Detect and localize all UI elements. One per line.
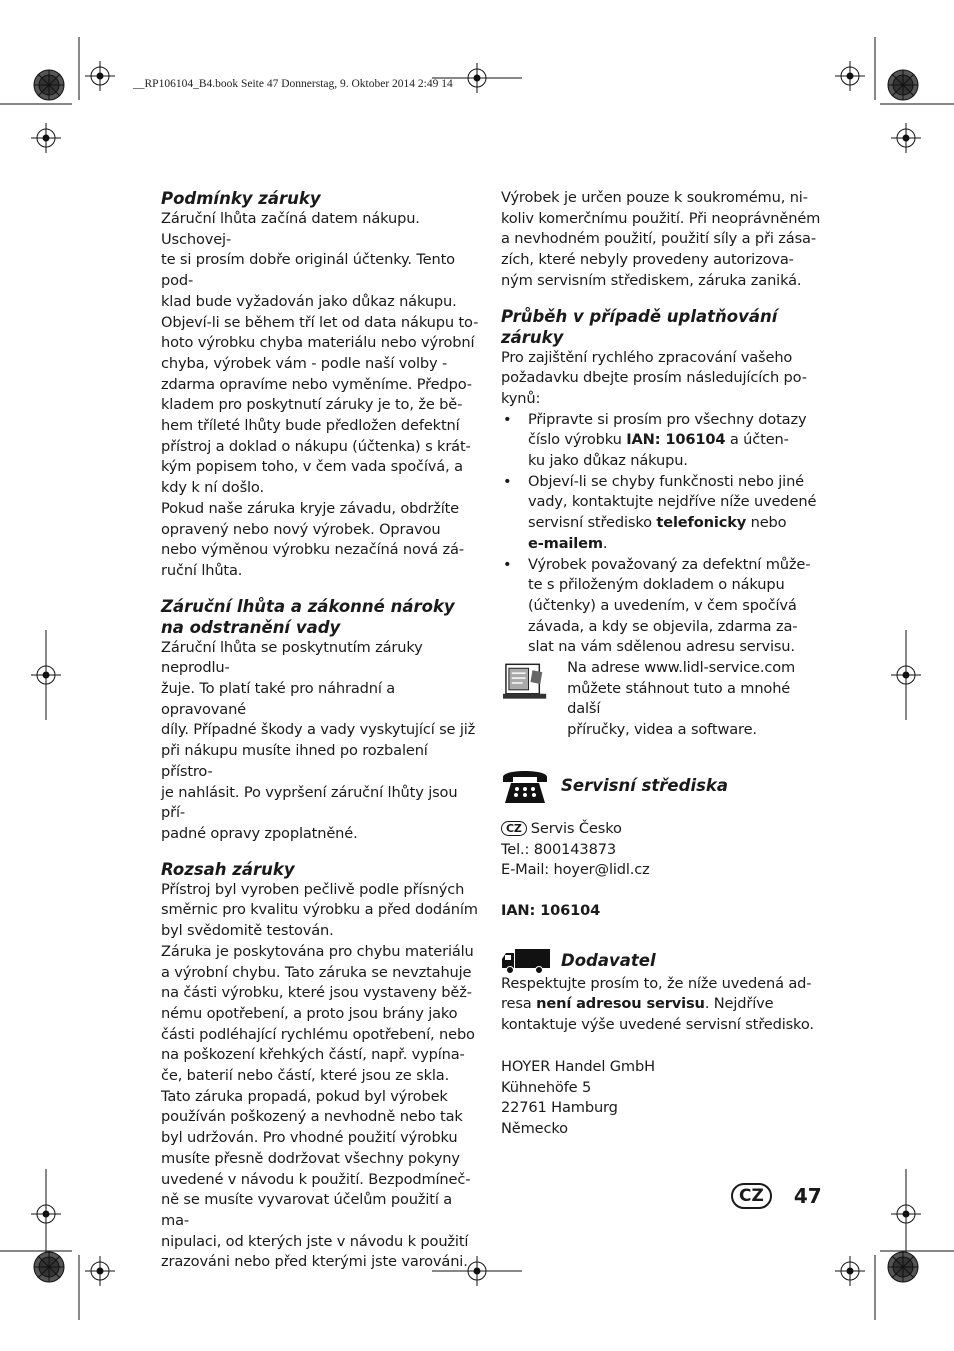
text-line: můžete stáhnout tuto a mnohé další: [567, 679, 791, 718]
text-line: používán poškozený a nevhodně nebo tak: [161, 1108, 463, 1126]
text-line: Výrobek považovaný za defektní může-: [528, 555, 811, 573]
supplier-text: [501, 974, 823, 1036]
text-line: požadavku dbejte prosím následujících po-: [501, 369, 807, 387]
text-line: Přístroj byl vyroben pečlivě podle přísných: [161, 880, 465, 898]
text-line: musíte přesně dodržovat všechny pokyny: [161, 1149, 460, 1167]
text-line: a výrobní chybu. Tato záruka se nevztahuje: [161, 963, 472, 981]
text-line: Pro zajištění rychlého zpracování vašeho: [501, 348, 793, 366]
text-line: padné opravy zpoplatněné.: [161, 824, 358, 842]
heading-warranty-conditions: Podmínky záruky: [161, 189, 321, 208]
text-line: ným servisním střediskem, záruka zaniká.: [501, 271, 802, 289]
country-badge: CZ: [731, 1183, 772, 1209]
warranty-conditions-text: [161, 209, 483, 582]
heading-legal-claims: Záruční lhůta a zákonné nároky: [161, 596, 455, 616]
text-line: klad bude vyžadován jako důkaz nákupu.: [161, 292, 457, 310]
service-phone: Tel.: 800143873: [501, 840, 616, 858]
print-header: __RP106104_B4.book Seite 47 Donnerstag, 9. Oktober 2014 2:49 14: [133, 78, 453, 90]
text-line: Záruka je poskytována pro chybu materiálu: [161, 942, 474, 960]
heading-supplier: Dodavatel: [561, 951, 656, 971]
address-line: HOYER Handel GmbH: [501, 1057, 655, 1075]
text-line: hoto výrobku chyba materiálu nebo výrobní: [161, 334, 475, 352]
text-line: a účten-: [725, 431, 789, 449]
text-line: resa: [501, 995, 537, 1013]
text-line: na části výrobku, které jsou vystaveny běž-: [161, 984, 472, 1002]
text-line: zdarma opravíme nebo vyměníme. Předpo-: [161, 375, 472, 393]
text-line: .: [602, 534, 608, 552]
text-line: zích, které nebyly provedeny autorizova-: [501, 251, 794, 269]
text-line: kým popisem toho, v čem vada spočívá, a: [161, 458, 463, 476]
web-download-note: [501, 658, 823, 741]
warranty-scope-text: [161, 880, 483, 1273]
telephone-icon: [501, 767, 549, 805]
text-line: vady, kontaktujte nejdříve níže uvedené: [528, 493, 817, 511]
ian-label: IAN: 106104: [501, 901, 601, 919]
text-line: žuje. To platí také pro náhradní a opravované: [161, 680, 396, 718]
text-line: uvedené v návodu k použití. Bezpodmíneč-: [161, 1170, 471, 1188]
legal-claims-text: [161, 638, 483, 845]
page-number: 47: [793, 1184, 822, 1208]
service-heading-row: [501, 767, 823, 805]
text-line: ku jako důkaz nákupu.: [528, 452, 688, 470]
supplier-address: [501, 1057, 823, 1140]
text-line: Záruční lhůta začíná datem nákupu. Uschovej-: [161, 210, 420, 248]
text-line: . Nejdříve: [704, 995, 774, 1013]
text-line: Výrobek je určen pouze k soukromému, ni-: [501, 189, 808, 206]
list-item: [501, 410, 823, 472]
text-line: Objeví-li se během tří let od data nákupu to-: [161, 313, 479, 331]
text-line: a nevhodném použití, použití síly a při zása-: [501, 230, 816, 248]
text-line: kynů:: [501, 389, 541, 407]
ian-number: IAN: 106104: [626, 431, 726, 449]
text-line: kdy k ní došlo.: [161, 479, 264, 497]
address-line: 22761 Hamburg: [501, 1099, 618, 1117]
emphasis-phone: telefonicky: [656, 514, 747, 532]
text-line: kladem pro poskytnutí záruky je to, že bě-: [161, 396, 463, 414]
text-line: přístroj a doklad o nákupu (účtenka) s krát-: [161, 437, 471, 455]
text-line: Respektujte prosím to, že níže uvedená ad-: [501, 974, 812, 992]
text-line: Připravte si prosím pro všechny dotazy: [528, 410, 807, 428]
text-line: nebo výměnou výrobku nezačíná nová zá-: [161, 541, 464, 559]
text-line: je nahlásit. Po vypršení záruční lhůty jsou pří-: [161, 783, 458, 822]
text-line: Na adrese www.lidl-service.com: [567, 659, 796, 677]
heading-claim-procedure-cont: záruky: [501, 327, 564, 347]
address-line: Německo: [501, 1119, 568, 1137]
heading-warranty-scope: Rozsah záruky: [161, 859, 295, 879]
text-line: při nákupu musíte ihned po rozbalení přístro-: [161, 742, 428, 780]
text-line: Pokud naše záruka kryje závadu, obdržíte: [161, 499, 460, 517]
intended-use-text: [501, 188, 823, 292]
text-line: části podléhající rychlému opotřebení, nebo: [161, 1025, 475, 1043]
text-line: [501, 994, 823, 1015]
text-line: Tato záruka propadá, pokud byl výrobek: [161, 1087, 448, 1105]
heading-legal-claims-cont: na odstranění vady: [161, 617, 341, 637]
text-line: byl udržován. Pro vhodné použití výrobku: [161, 1129, 458, 1147]
emphasis-not-service: není adresou servisu: [536, 995, 705, 1013]
text-line: servisní středisko: [528, 514, 657, 532]
text-line: Záruční lhůta se poskytnutím záruky neprodlu-: [161, 638, 423, 677]
text-line: (účtenky) a uvedením, v čem spočívá: [528, 596, 797, 614]
text-line: Servis Česko: [530, 819, 622, 837]
text-line: díly. Případné škody a vady vyskytující se již: [161, 721, 476, 739]
web-download-icon: [503, 660, 550, 702]
emphasis-email: e-mailem: [528, 534, 603, 552]
address-line: Kühnehöfe 5: [501, 1078, 592, 1096]
left-column: [161, 188, 483, 1273]
text-line: závada, a kdy se objevila, zdarma za-: [528, 617, 798, 635]
text-line: ně se musíte vyvarovat účelům použití a ma-: [161, 1191, 453, 1229]
service-email: E-Mail: hoyer@lidl.cz: [501, 861, 650, 879]
text-line: byl svědomitě testován.: [161, 922, 334, 940]
text-line: te si prosím dobře originál účtenky. Tento pod-: [161, 251, 455, 290]
text-line: opravený nebo nový výrobek. Opravou: [161, 520, 441, 538]
right-column: [501, 188, 823, 1140]
list-item: [501, 555, 823, 659]
page-footer: [731, 1183, 822, 1209]
text-line: kontaktuje výše uvedené servisní středisko.: [501, 1016, 814, 1034]
list-item: [501, 472, 823, 555]
text-line: na poškození křehkých částí, např. vypína-: [161, 1046, 465, 1064]
text-line: koliv komerčnímu použití. Při neoprávněném: [501, 209, 821, 227]
heading-claim-procedure: Průběh v případě uplatňování: [501, 306, 778, 326]
text-line: směrnic pro kvalitu výrobku a před dodáním: [161, 901, 478, 919]
text-line: chyba, výrobek vám - podle naší volby -: [161, 354, 448, 372]
text-line: če, baterií nebo částí, které jsou ze skla.: [161, 1067, 450, 1085]
text-line: ruční lhůta.: [161, 561, 243, 579]
claim-steps-list: [501, 410, 823, 658]
heading-service-centers: Servisní střediska: [561, 776, 729, 796]
text-line: nipulaci, od kterých jste v návodu k použití: [161, 1232, 469, 1250]
supplier-heading-row: [501, 948, 823, 974]
text-line: te s přiloženým dokladem o nákupu: [528, 576, 785, 594]
claim-procedure-text: [501, 348, 823, 410]
text-line: zrazováni nebo před kterými jste varováni.: [161, 1253, 468, 1271]
text-line: příručky, videa a software.: [567, 721, 757, 739]
text-line: hem tříleté lhůty bude předložen defektní: [161, 417, 460, 435]
country-badge: CZ: [501, 821, 527, 836]
service-name: [501, 819, 823, 840]
truck-icon: [501, 948, 551, 974]
text-line: Objeví-li se chyby funkčnosti nebo jiné: [528, 472, 805, 490]
text-line: slat na vám sdělenou adresu servisu.: [528, 638, 795, 656]
text-line: číslo výrobku: [528, 431, 627, 449]
text-line: nebo: [746, 514, 787, 532]
text-line: nému opotřebení, a proto jsou brány jako: [161, 1004, 458, 1022]
